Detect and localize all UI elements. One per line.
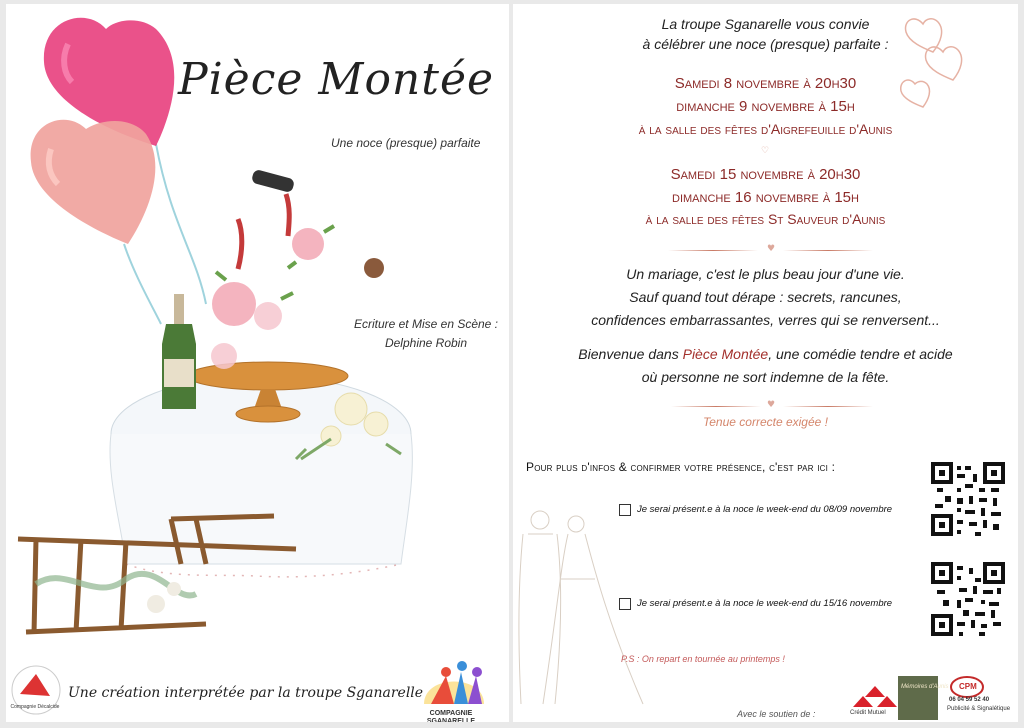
- pitch-line: Sauf quand tout dérape : secrets, rancunes,: [629, 289, 902, 305]
- welcome-text: [513, 343, 1018, 389]
- balloon-string: [156, 144, 206, 304]
- show-title: Pièce Montée: [178, 54, 495, 105]
- sganarelle-logo-line1: COMPAGNIE: [429, 710, 473, 717]
- postscript: P.S : On repart en tournée au printemps !: [621, 654, 785, 664]
- rose-flower: [292, 228, 324, 260]
- divider-line: [668, 250, 758, 251]
- credits-role: Ecriture et Mise en Scène :: [353, 317, 499, 331]
- divider-line: [671, 406, 761, 407]
- attendance-label-week2: Je serai présent.e à la noce le week-end du 15/16 novembre: [637, 598, 893, 609]
- sponsor-cpm-phone: 06 04 59 52 40: [949, 697, 990, 703]
- white-flower: [167, 582, 181, 596]
- couple-figurine: [364, 258, 384, 278]
- venue-2: à la salle des fêtes St Sauveur d'Aunis: [645, 211, 886, 227]
- sponsor-cpm-label: Publicité & Signalétique: [947, 706, 1011, 712]
- white-rose: [364, 412, 388, 436]
- qr-code: [931, 462, 1005, 536]
- pitch-line: Un mariage, c'est le plus beau jour d'une vie.: [626, 266, 905, 282]
- memoires-logo: [898, 676, 938, 720]
- divider-heart-icon: ♥: [767, 244, 776, 254]
- date-line: Samedi 15 novembre à 20h30: [670, 166, 861, 183]
- sponsor-memoires-label: Mémoires d'Aunis: [901, 684, 949, 690]
- sganarelle-logo-line2: SGANARELLE: [426, 718, 476, 722]
- sganarelle-logo-label: [418, 710, 484, 722]
- date-line: dimanche 16 novembre à 15h: [672, 189, 859, 206]
- date-line: dimanche 9 novembre à 15h: [676, 98, 855, 115]
- welcome-line: où personne ne sort indemne de la fête.: [641, 369, 890, 385]
- divider-line: [783, 406, 873, 407]
- rose-flower: [211, 343, 237, 369]
- intro-line: à célébrer une noce (presque) parfaite :: [642, 36, 889, 52]
- welcome-show-title: Pièce Montée: [682, 346, 769, 362]
- credits-author: Delphine Robin: [384, 336, 468, 350]
- credit-mutuel-logo: [853, 686, 897, 707]
- rose-flower: [254, 302, 282, 330]
- flyer-back-panel: [513, 4, 1018, 722]
- pitch-line: confidences embarrassantes, verres qui se renversent...: [591, 312, 940, 328]
- support-label: Avec le soutien de :: [737, 709, 816, 719]
- cake-stand-base: [236, 406, 300, 422]
- bottle-neck: [174, 294, 184, 324]
- credits: [346, 315, 506, 353]
- white-flower: [147, 595, 165, 613]
- venue-1: à la salle des fêtes d'Aigrefeuille d'Aunis: [638, 121, 893, 137]
- white-rose: [335, 393, 367, 425]
- attendance-checkbox-week1[interactable]: [619, 504, 631, 516]
- dress-code: Tenue correcte exigée !: [703, 415, 828, 429]
- compagnie-logo-label: Compagnie Décalcide: [10, 704, 60, 710]
- sponsor-credit-mutuel-label: Crédit Mutuel: [850, 710, 886, 716]
- attendance-label-week1: Je serai présent.e à la noce le week-end du 08/09 novembre: [637, 504, 893, 515]
- logo-dot: [457, 661, 467, 671]
- wine-splash: [238, 219, 242, 269]
- rose-flower: [212, 282, 256, 326]
- bottle-label: [164, 359, 194, 387]
- info-heading: Pour plus d'infos & confirmer votre présence, c'est par ici :: [526, 460, 836, 474]
- cake-stand-plate: [188, 362, 348, 390]
- intro-line: La troupe Sganarelle vous convie: [661, 16, 870, 32]
- tablecloth-beads: [126, 564, 401, 577]
- flyer-front-panel: [6, 4, 509, 722]
- attendance-checkbox-week2[interactable]: [619, 598, 631, 610]
- peach-heart-balloon: [31, 120, 156, 244]
- divider-heart-icon: ♥: [767, 400, 776, 410]
- balloon-string: [124, 244, 161, 324]
- groom-figurine: [251, 169, 295, 193]
- date-line: Samedi 8 novembre à 20h30: [674, 75, 857, 92]
- sponsor-cpm-brand: CPM: [959, 682, 977, 691]
- welcome-suffix: , une comédie tendre et acide: [768, 346, 953, 362]
- wine-splash: [286, 194, 289, 236]
- welcome-prefix: Bienvenue dans: [578, 346, 683, 362]
- divider-heart-icon: ♡: [761, 146, 770, 156]
- invitation-intro: [513, 14, 1018, 54]
- dates-block-2: [513, 163, 1018, 209]
- show-subtitle: Une noce (presque) parfaite: [331, 136, 481, 150]
- wedding-illustration: [6, 4, 509, 722]
- dates-block-1: [513, 72, 1018, 118]
- wooden-ladder: [171, 516, 274, 519]
- logo-dot: [441, 667, 451, 677]
- show-pitch: [513, 263, 1018, 332]
- qr-code: [931, 562, 1005, 636]
- creation-line: Une création interprétée par la troupe Sganarelle: [68, 685, 424, 701]
- divider-line: [783, 250, 873, 251]
- welcome-line: [513, 343, 1018, 366]
- logo-dot: [472, 667, 482, 677]
